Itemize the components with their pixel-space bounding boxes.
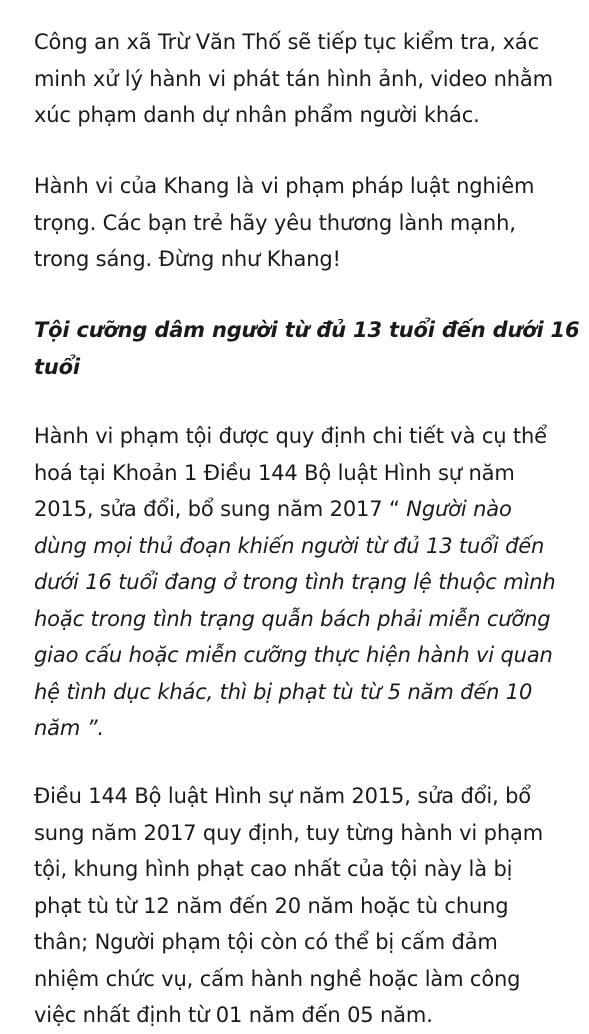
text-line: nhiệm chức vụ, cấm hành nghề hoặc làm công [34, 966, 521, 991]
paragraph-warning [34, 168, 574, 278]
text-line-mixed [34, 491, 579, 528]
text-line: xúc phạm danh dự nhân phẩm người khác. [34, 103, 480, 127]
text-line: tội, khung hình phạt cao nhất của tội này là bị [34, 857, 513, 881]
text-line: Hành vi của Khang là vi phạm pháp luật nghiêm [34, 174, 535, 198]
text-line: Điều 144 Bộ luật Hình sự năm 2015, sửa đổi, bổ [34, 784, 532, 808]
quote-line: năm ”. [34, 716, 104, 740]
text-line: thân; Người phạm tội còn có thể bị cấm đảm [34, 930, 498, 954]
heading-line: Tội cưỡng dâm người từ đủ 13 tuổi đến dưới 16 [34, 318, 580, 342]
text-line: trong sáng. Đừng như Khang! [34, 247, 341, 271]
paragraph-penalty [34, 778, 574, 1034]
text-line: trọng. Các bạn trẻ hãy yêu thương lành mạnh, [34, 210, 516, 235]
heading-line: tuổi [34, 354, 80, 379]
text-line: phạt tù từ 12 năm đến 20 năm hoặc tù chung [34, 893, 509, 918]
text-line: sung năm 2017 quy định, tuy từng hành vi phạm [34, 820, 544, 845]
quote-line: dưới 16 tuổi đang ở trong tình trạng lệ thuộc mình [34, 570, 556, 594]
quote-line: hoặc trong tình trạng quẫn bách phải miễn cưỡng [34, 606, 551, 631]
paragraph-investigation [34, 24, 574, 134]
text-line: hoá tại Khoản 1 Điều 144 Bộ luật Hình sự năm [34, 460, 515, 485]
paragraph-legal-provision [34, 418, 579, 747]
section-heading [34, 312, 580, 385]
text-line: minh xử lý hành vi phát tán hình ảnh, video nhằm [34, 66, 553, 91]
quote-line: dùng mọi thủ đoạn khiến người từ đủ 13 tuổi đến [34, 533, 545, 558]
quote-line: giao cấu hoặc miễn cưỡng thực hiện hành vi quan [34, 643, 553, 667]
quote-text: Người nào [406, 497, 512, 521]
plain-text: 2015, sửa đổi, bổ sung năm 2017 “ [34, 497, 407, 521]
text-line: Công an xã Trừ Văn Thố sẽ tiếp tục kiểm tra, xác [34, 30, 539, 54]
text-line: việc nhất định từ 01 năm đến 05 năm. [34, 1003, 433, 1027]
text-line: Hành vi phạm tội được quy định chi tiết và cụ thể [34, 424, 547, 448]
quote-line: hệ tình dục khác, thì bị phạt tù từ 5 năm đến 10 [34, 679, 533, 704]
